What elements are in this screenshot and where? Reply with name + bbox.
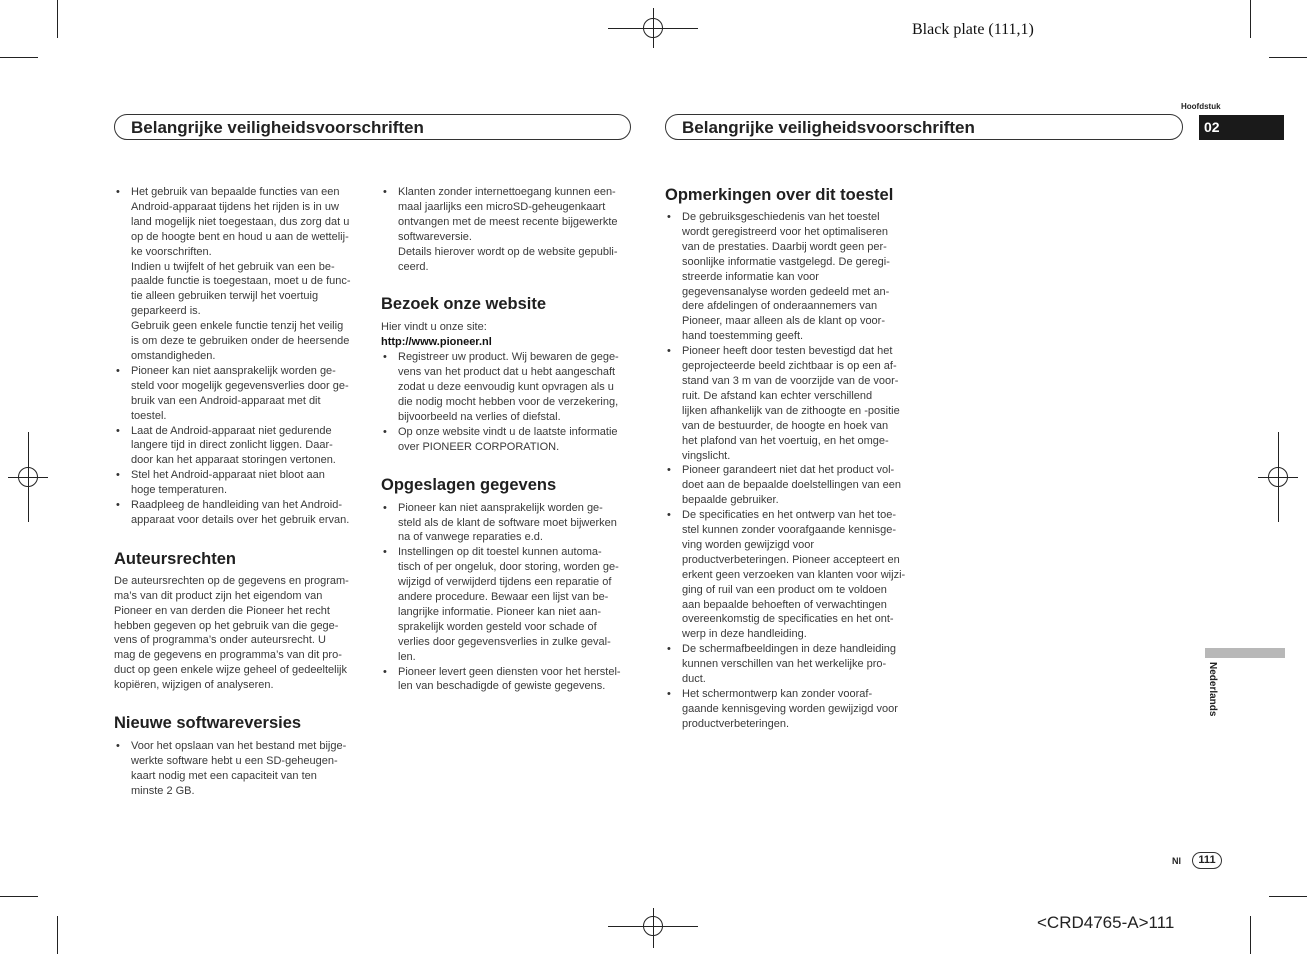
plate-label: Black plate (111,1) bbox=[912, 21, 1034, 38]
section-header-left bbox=[114, 114, 631, 140]
website-url-link[interactable]: http://www.pioneer.nl bbox=[381, 336, 492, 349]
copyright-heading: Auteursrechten bbox=[114, 549, 236, 568]
crop-mark bbox=[1250, 0, 1251, 38]
list-item: • Raadpleeg de handleiding van het Android- apparaat voor details over het gebruik ervan. bbox=[114, 498, 366, 528]
list-item: • De gebruiksgeschiedenis van het toestel wordt geregistreerd voor het optimaliseren van de prestaties. Daarbij wordt geen per- soonlijke informatie vastgelegd. De geregi- streerde informatie kan voor gegevensanalyse worden gedeeld met an- dere afdelingen of onderaannemers van Pioneer, maar alleen als de klant op voor- hand toestemming geeft. bbox=[665, 210, 917, 344]
footer-language: Nl bbox=[1172, 856, 1181, 866]
crop-mark bbox=[1269, 57, 1307, 58]
crop-mark bbox=[1250, 916, 1251, 954]
software-list-continued bbox=[381, 185, 633, 274]
notes-list bbox=[665, 210, 917, 732]
crop-mark bbox=[0, 57, 38, 58]
crop-mark bbox=[57, 916, 58, 954]
software-heading: Nieuwe softwareversies bbox=[114, 714, 302, 733]
website-intro: Hier vindt u onze site: bbox=[381, 321, 487, 334]
language-label: Nederlands bbox=[1207, 662, 1218, 717]
copyright-text: De auteursrechten op de gegevens en program- ma’s van dit product zijn het eigendom van Pioneer en van derden die Pioneer het recht hebben gegeven op het gebruik van die gege- vens of programma’s onder auteursrecht. U mag de gegevens en programma’s van dit pro- duct op geen enkele wijze geheel of gedeeltelijk kopiëren, wijzigen of analyseren. bbox=[114, 574, 349, 692]
list-item: • Pioneer levert geen diensten voor het herstel- len van beschadigde of gewiste gegevens. bbox=[381, 665, 633, 695]
registration-circle-icon bbox=[643, 18, 663, 38]
registration-circle-icon bbox=[1268, 467, 1288, 487]
list-item: • Klanten zonder internettoegang kunnen een- maal jaarlijks een microSD-geheugenkaart ontvangen met de meest recente bijgewerkte softwareversie. Details hierover wordt op de website gepubli- ceerd. bbox=[381, 185, 633, 274]
list-item: • Registreer uw product. Wij bewaren de gege- vens van het product dat u hebt aangeschaft zodat u deze eenvoudig kunt opvragen als u die nodig mocht hebben voor de verzekering, bijvoorbeeld na verlies of diefstal. bbox=[381, 350, 633, 425]
list-item: • Pioneer kan niet aansprakelijk worden ge- steld als de klant de software moet bijwerken na of vanwege reparaties e.d. bbox=[381, 501, 633, 546]
section-title: Belangrijke veiligheidsvoorschriften bbox=[131, 118, 424, 137]
data-heading: Opgeslagen gegevens bbox=[381, 475, 557, 494]
list-item: • De schermafbeeldingen in deze handleiding kunnen verschillen van het werkelijke pro- duct. bbox=[665, 642, 917, 687]
android-list bbox=[114, 185, 366, 528]
software-list bbox=[114, 739, 366, 799]
section-header-right bbox=[665, 114, 1183, 140]
chapter-number: 02 bbox=[1204, 119, 1220, 135]
chapter-label: Hoofdstuk bbox=[1181, 102, 1221, 111]
data-list bbox=[381, 501, 633, 695]
list-item: • Het schermontwerp kan zonder vooraf- gaande kennisgeving worden gewijzigd voor productverbeteringen. bbox=[665, 687, 917, 732]
website-heading: Bezoek onze website bbox=[381, 295, 547, 314]
crop-mark bbox=[1269, 896, 1307, 897]
list-item: • Op onze website vindt u de laatste informatie over PIONEER CORPORATION. bbox=[381, 425, 633, 455]
registration-circle-icon bbox=[18, 467, 38, 487]
column-2 bbox=[381, 185, 633, 694]
list-item: • Pioneer garandeert niet dat het product vol- doet aan de bepaalde doelstellingen van een bepaalde gebruiker. bbox=[665, 463, 917, 508]
list-item: • Het gebruik van bepaalde functies van een Android-apparaat tijdens het rijden is in uw land mogelijk niet toegestaan, dus zorg dat u op de hoogte bent en houd u aan de wettelij- ke voorschriften. Indien u twijfelt of het gebruik van een be- paalde functie is toegestaan, moet u de func- tie alleen gebruiken terwijl het voertuig geparkeerd is. Gebruik geen enkele functie tenzij het veilig is om deze te gebruiken onder de heersende omstandigheden. bbox=[114, 185, 366, 364]
language-tab-bar bbox=[1205, 648, 1285, 658]
chapter-tab bbox=[1199, 115, 1284, 140]
list-item: • Pioneer kan niet aansprakelijk worden ge- steld voor mogelijk gegevensverlies door ge- bruik van een Android-apparaat met dit toestel. bbox=[114, 364, 366, 424]
registration-circle-icon bbox=[643, 916, 663, 936]
list-item: • Instellingen op dit toestel kunnen automa- tisch of per ongeluk, door storing, worden ge- wijzigd of verwijderd tijdens een reparatie of andere procedure. Bewaar een lijst van be- langrijke informatie. Pioneer kan niet aan- sprakelijk worden gesteld voor schade of verlies door gegevensverlies in zulke geval- len. bbox=[381, 545, 633, 664]
website-list bbox=[381, 350, 633, 454]
crop-mark bbox=[0, 896, 38, 897]
crop-mark bbox=[57, 0, 58, 38]
page-number-badge: 111 bbox=[1192, 852, 1222, 869]
column-3 bbox=[665, 185, 917, 732]
column-1 bbox=[114, 185, 366, 799]
list-item: • Laat de Android-apparaat niet gedurende langere tijd in direct zonlicht liggen. Daar- door kan het apparaat storingen vertonen. bbox=[114, 424, 366, 469]
language-tab bbox=[1205, 662, 1221, 732]
notes-heading: Opmerkingen over dit toestel bbox=[665, 186, 894, 204]
section-title: Belangrijke veiligheidsvoorschriften bbox=[682, 118, 975, 137]
document-code: <CRD4765-A>111 bbox=[1037, 913, 1175, 932]
list-item: • Stel het Android-apparaat niet bloot aan hoge temperaturen. bbox=[114, 468, 366, 498]
list-item: • Voor het opslaan van het bestand met bijge- werkte software hebt u een SD-geheugen- kaart nodig met een capaciteit van ten minste 2 GB. bbox=[114, 739, 366, 799]
list-item: • Pioneer heeft door testen bevestigd dat het geprojecteerde beeld zichtbaar is op een af- stand van 3 m van de voorzijde van de voor- ruit. De afstand kan echter verschillend lijken afhankelijk van de zithoogte en -positie van de bestuurder, de hoogte en hoek van het plafond van het voertuig, en het omge- vingslicht. bbox=[665, 344, 917, 463]
list-item: • De specificaties en het ontwerp van het toe- stel kunnen zonder voorafgaande kennisge- ving worden gewijzigd voor productverbeteringen. Pioneer accepteert en erkent geen verzoeken van klanten voor wijzi- ging of ruil van een product om te voldoen aan bepaalde behoeften of verwachtingen overeenkomstig de specificaties en het ont- werp in deze handleiding. bbox=[665, 508, 917, 642]
